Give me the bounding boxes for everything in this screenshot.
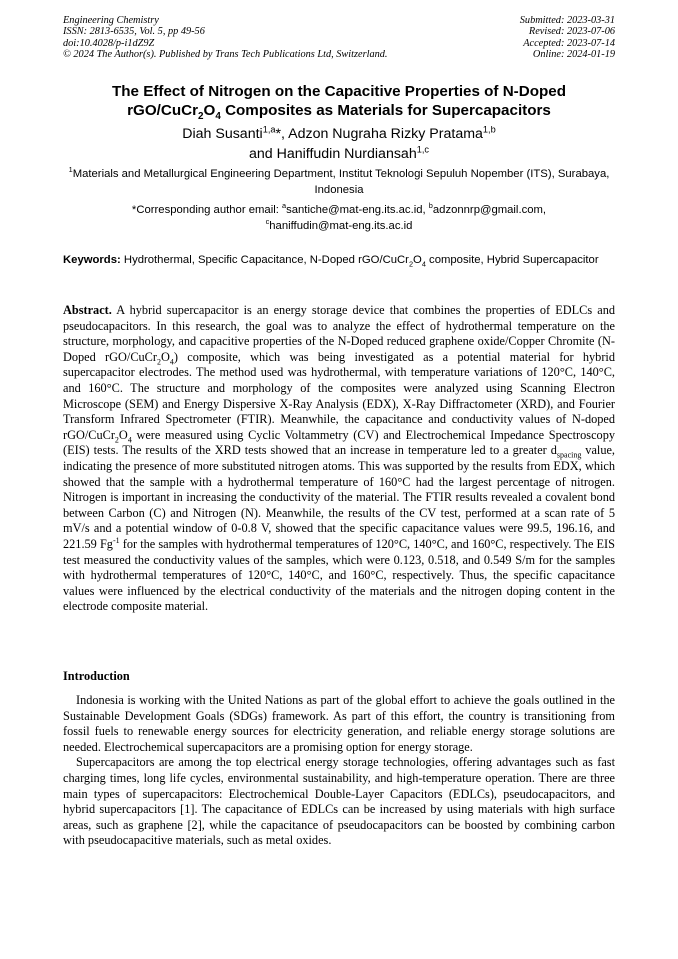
accepted-date: Accepted: 2023-07-14	[523, 37, 615, 49]
doi-line[interactable]: doi:10.4028/p-i1dZ9Z	[63, 37, 155, 49]
title-line-1: The Effect of Nitrogen on the Capacitive Properties of N-Doped	[112, 83, 566, 100]
corresponding-mark: *,	[275, 126, 289, 142]
author-list	[63, 124, 615, 164]
email-mark: a	[282, 201, 287, 211]
paper-title	[63, 82, 615, 123]
abstract-text: A hybrid supercapacitor is an energy storage device that combines the properties of EDLCs and pseudocapacitors. In this research, the goal was to analyze the effect of hydrothermal temperature on the structure, morphology, and capacitive properties of the N-Doped reduced graphene oxide/Copper Chromite (N-Doped rGO/CuCr	[63, 303, 615, 364]
email-link-c[interactable]: haniffudin@mat-eng.its.ac.id	[269, 219, 413, 232]
keywords-subscript: 4	[421, 259, 426, 269]
abstract-subscript: 4	[127, 435, 132, 445]
title-subscript: 4	[215, 111, 221, 123]
author-conjunction: and	[248, 146, 277, 162]
title-line-2	[63, 101, 615, 123]
affiliation-mark: 1	[68, 165, 73, 175]
revised-date: Revised: 2023-07-06	[528, 26, 615, 38]
email-link-a[interactable]: santiche@mat-eng.its.ac.id,	[286, 204, 429, 216]
abstract-text: O	[118, 427, 128, 442]
abstract-text: were measured using Cyclic Voltammetry (CV) and Electrochemical Impedance Spectroscopy (EIS) tests. The results of the XRD tests showed that an increase in temperature led to a greater d	[63, 427, 615, 458]
introduction-paragraph-2: Supercapacitors are among the top electrical energy storage technologies, offering advantages such as fast charging times, long life cycles, environmental sustainability, and high-temperature operation. There are three main types of supercapacitors: Electrochemical Double-Layer Capacitors (EDLCs), pseudocapacitors, and hybrid supercapacitors [1]. The capacitance of EDLCs can be increased by using materials with high surface areas, such as graphene [2], while the capacitance of pseudocapacitors can be boosted by combining carbon with pseudocapacitive materials, such as metal oxides.	[63, 755, 615, 848]
author-affil-mark: 1,c	[416, 144, 430, 155]
email-mark: c	[265, 216, 270, 226]
abstract-superscript: -1	[112, 535, 120, 545]
abstract-text: O	[160, 349, 170, 364]
abstract-text: value, indicating the presence of more substituted nitrogen atoms. This was supported by the results from EDX, which showed that the sample with a hydrothermal temperature of 160°C had the largest percentage of nitrogen. Nitrogen is important in increasing the conductivity of the material. The FTIR results revealed a covalent bond between Carbon (C) and Nitrogen (N). Meanwhile, the results of the CV test, performed at a scan rate of 5 mV/s and a potential window of 0-0.8 V, showed that the specific capacitance values were 99.5, 196.16, and 221.59 Fg	[63, 443, 616, 551]
journal-name: Engineering Chemistry	[63, 15, 159, 26]
email-prefix: *Corresponding author email:	[131, 204, 283, 216]
author-affil-mark: 1,b	[482, 124, 496, 135]
abstract-subscript: 2	[114, 435, 119, 445]
introduction-heading: Introduction	[63, 669, 130, 683]
authors-line-1	[63, 124, 615, 144]
keywords-subscript: 2	[408, 259, 414, 269]
affiliation	[63, 167, 615, 198]
online-date: Online: 2024-01-19	[532, 48, 615, 60]
keywords-text: Hydrothermal, Specific Capacitance, N-Doped rGO/CuCr	[120, 254, 409, 266]
email-link-b[interactable]: adzonnrp@gmail.com,	[432, 204, 547, 216]
title-text: Composites as Materials for Supercapacitors	[220, 102, 551, 119]
abstract-subscript: spacing	[556, 450, 582, 460]
journal-header-left	[63, 15, 387, 60]
keywords-text: O	[413, 254, 422, 266]
title-text: rGO/CuCr	[127, 102, 199, 119]
introduction-paragraph-1: Indonesia is working with the United Nations as part of the global effort to achieve the goals outlined in the Sustainable Development Goals (SDGs) framework. As part of this effort, the country is transitioning from fossil fuels to renewable energy sources for electricity generation, and reliable energy storage solutions are needed. Electrochemical supercapacitors are a promising option for energy storage.	[63, 693, 615, 754]
title-text: O	[203, 102, 216, 119]
submitted-date: Submitted: 2023-03-31	[519, 15, 615, 26]
keywords	[63, 253, 615, 268]
email-mark: b	[428, 201, 433, 211]
author-name: Haniffudin Nurdiansah	[276, 146, 417, 162]
abstract-text: ) composite, which was being investigated as a potential material for hybrid supercapacitor electrodes. The method used was hydrothermal, with temperature variations of 120°C, 140°C, and 160°C. The structure and morphology of the composites were analyzed using Scanning Electron Microscope (SEM) and Energy Dispersive X-Ray Analysis (EDX), X-Ray Diffractometer (XRD), and Fourier Transform Infrared Spectrometer (FTIR). Meanwhile, the capacitance and conductivity values of N-doped rGO/CuCr	[63, 349, 615, 442]
introduction-body	[63, 693, 615, 849]
abstract	[63, 303, 615, 615]
abstract-subscript: 4	[169, 357, 174, 367]
abstract-label: Abstract.	[63, 303, 112, 317]
abstract-subscript: 2	[156, 357, 161, 367]
affiliation-text: Materials and Metallurgical Engineering Department, Institut Teknologi Sepuluh Nopember (ITS), Surabaya, Indonesia	[72, 168, 610, 196]
keywords-text: composite, Hybrid Supercapacitor	[425, 254, 599, 266]
author-affil-mark: 1,a	[262, 124, 276, 135]
journal-header-right	[520, 15, 615, 60]
author-name: Adzon Nugraha Rizky Pratama	[288, 126, 483, 142]
author-name: Diah Susanti	[182, 126, 263, 142]
abstract-text: for the samples with hydrothermal temperatures of 120°C, 140°C, and 160°C, respectively. The EIS test measured the conductivity values of the samples, which were 0.123, 0.518, and 0.549 S/m for the samples with hydrothermal temperatures of 120°C, 140°C, and 160°C, respectively. Thus, the specific capacitance values were influenced by the electrical conductivity of the materials and the nitrogen doping content in the electrode composite material.	[63, 536, 615, 614]
issn-line: ISSN: 2813-6535, Vol. 5, pp 49-56	[63, 26, 205, 38]
authors-line-2	[63, 144, 615, 164]
corresponding-email	[63, 203, 615, 234]
keywords-label: Keywords:	[63, 254, 121, 266]
title-subscript: 2	[198, 111, 204, 123]
copyright-line: © 2024 The Author(s). Published by Trans Tech Publications Ltd, Switzerland.	[63, 48, 388, 60]
